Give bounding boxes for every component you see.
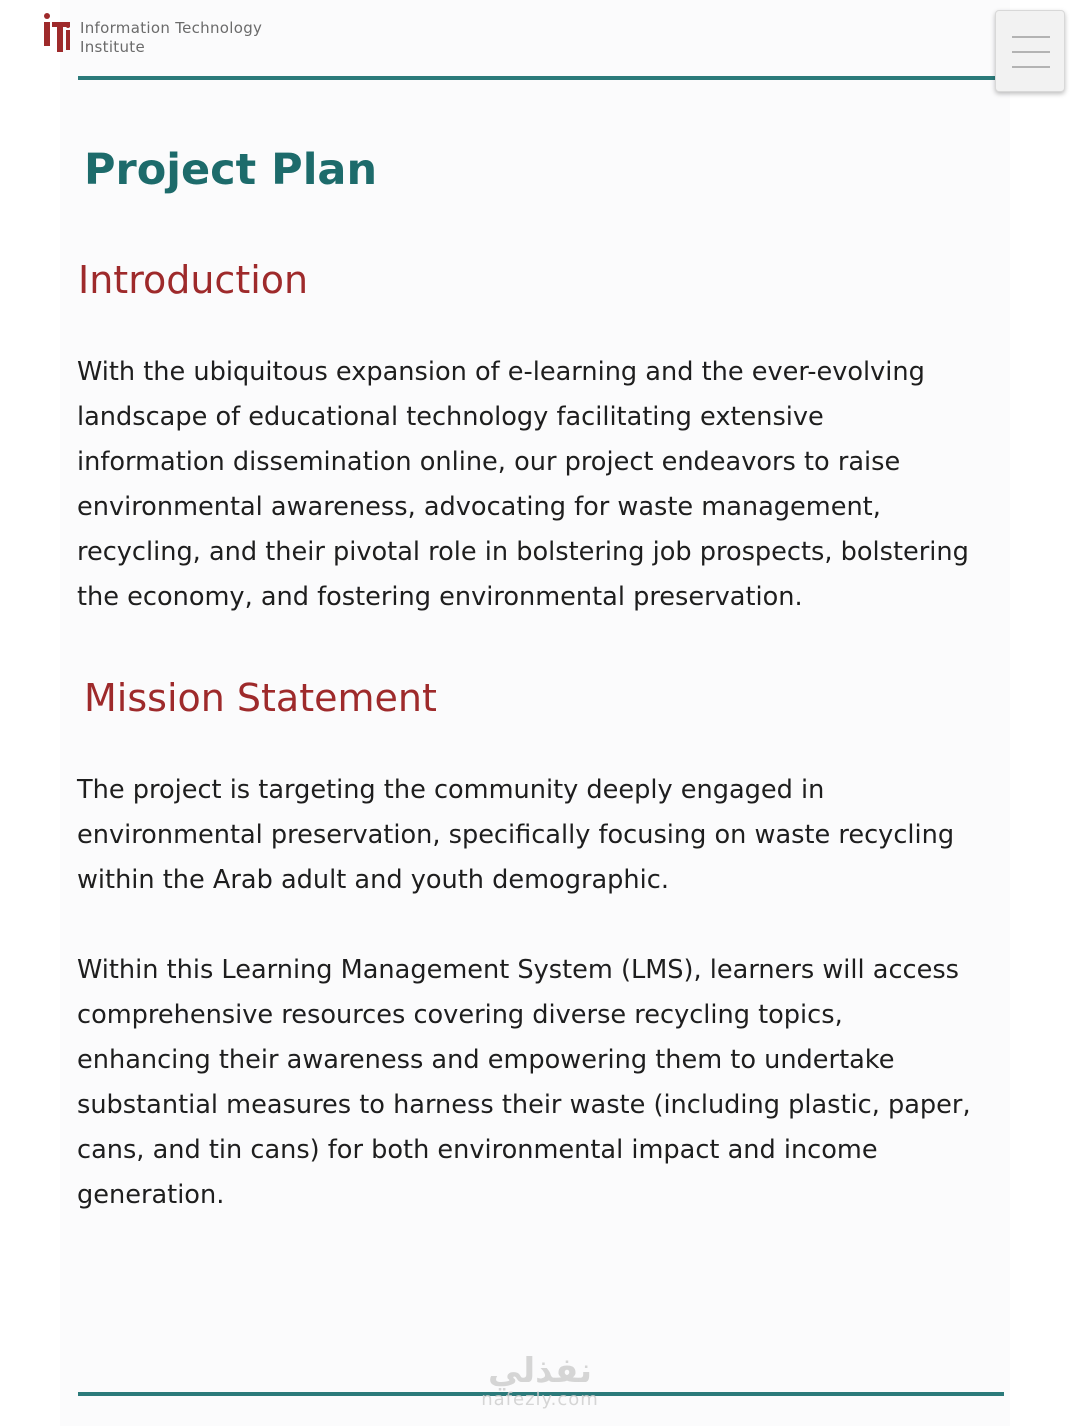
watermark-latin: nafezly.com xyxy=(481,1389,599,1410)
org-name-line1: Information Technology xyxy=(80,19,263,37)
hamburger-menu-icon xyxy=(1012,36,1050,38)
introduction-heading: Introduction xyxy=(78,258,309,302)
page-title: Project Plan xyxy=(84,145,378,195)
hamburger-menu-icon xyxy=(1012,66,1050,68)
iti-logo-icon xyxy=(42,12,76,54)
mission-statement-heading: Mission Statement xyxy=(84,676,437,720)
watermark-arabic: نفذلي xyxy=(487,1351,593,1391)
org-name-line2: Institute xyxy=(80,38,145,56)
introduction-paragraph: With the ubiquitous expansion of e-learning and the ever-evolving landscape of educational technology facilitating extensive information dissemination online, our project endeavors to raise environmental awareness, advocating for waste management, recycling, and their pivotal role in bolstering job prospects, bolstering the economy, and fostering environmental preservation. xyxy=(77,357,969,612)
hamburger-menu-icon xyxy=(1012,51,1050,53)
org-name xyxy=(80,19,262,57)
watermark xyxy=(470,1352,610,1410)
mission-paragraph-2: Within this Learning Management System (LMS), learners will access comprehensive resources covering diverse recycling topics, enhancing their awareness and empowering them to undertake substantial measures to harness their waste (including plastic, paper, cans, and tin cans) for both environmental impact and income generation. xyxy=(77,955,971,1210)
header-divider xyxy=(78,76,996,80)
menu-button[interactable] xyxy=(995,10,1065,92)
mission-paragraph-1: The project is targeting the community deeply engaged in environmental preservation, specifically focusing on waste recycling within the Arab adult and youth demographic. xyxy=(77,775,955,895)
